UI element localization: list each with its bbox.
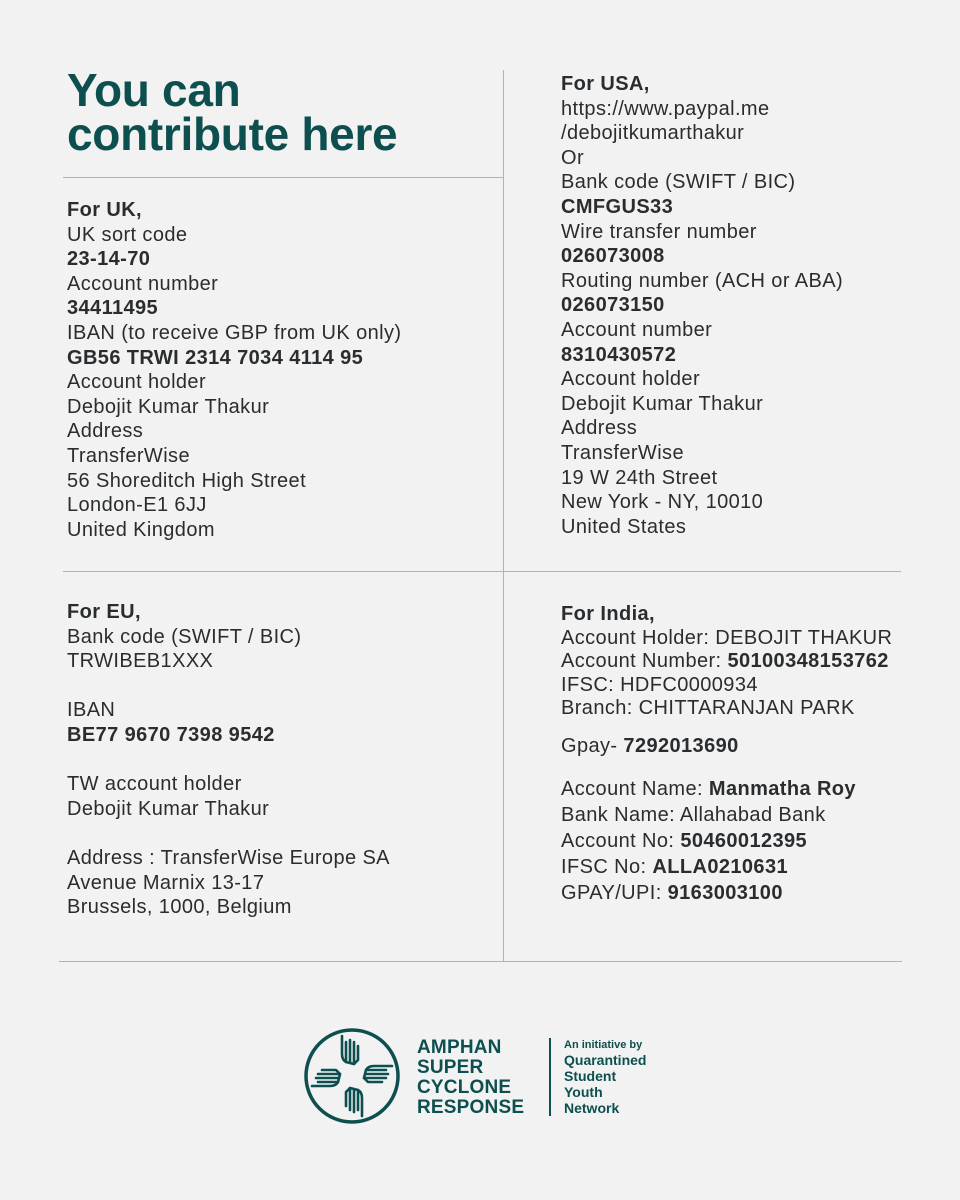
logo-initiative (564, 1038, 646, 1116)
uk-iban: GB56 TRWI 2314 7034 4114 95 (67, 346, 364, 369)
india-ifsc-no-row (561, 854, 892, 880)
uk-holder: Debojit Kumar Thakur (67, 395, 270, 418)
uk-iban-label: IBAN (to receive GBP from UK only) (67, 321, 402, 344)
india-account-no: 50460012395 (680, 830, 808, 852)
eu-bank-code: TRWIBEB1XXX (67, 650, 214, 673)
usa-routing: 026073150 (561, 294, 665, 317)
usa-account-number-label: Account number (561, 318, 713, 341)
logo-name-line: RESPONSE (417, 1097, 525, 1118)
logo-org-line: Youth (564, 1084, 603, 1100)
usa-wire-label: Wire transfer number (561, 220, 757, 243)
usa-address-line: 19 W 24th Street (561, 466, 718, 489)
logo-divider (549, 1038, 551, 1116)
uk-account-number: 34411495 (67, 297, 159, 320)
india-heading: For India, (561, 603, 655, 625)
usa-heading: For USA, (561, 73, 650, 95)
india-upi-label: GPAY/UPI: (561, 882, 668, 904)
eu-holder-label: TW account holder (67, 773, 242, 796)
usa-routing-label: Routing number (ACH or ABA) (561, 269, 844, 292)
usa-address-line: United States (561, 515, 687, 538)
uk-address-line: London-E1 6JJ (67, 494, 207, 517)
logo-org-line: Network (564, 1100, 620, 1116)
eu-iban-label: IBAN (67, 699, 116, 722)
uk-account-number-label: Account number (67, 272, 219, 295)
uk-address-line: 56 Shoreditch High Street (67, 469, 307, 492)
india-ifsc: IFSC: HDFC0000934 (561, 673, 758, 696)
india-account-number-row (561, 650, 892, 674)
india-account-no-label: Account No: (561, 830, 681, 852)
spacer (67, 821, 390, 846)
logo-initiative-label: An initiative by (564, 1039, 643, 1051)
india-section (561, 603, 892, 906)
usa-section (561, 72, 843, 539)
uk-holder-label: Account holder (67, 371, 207, 394)
title-underline (63, 177, 503, 178)
title-line-2: contribute here (67, 108, 398, 160)
india-account-no-row (561, 828, 892, 854)
india-upi: 9163003100 (667, 882, 783, 904)
india-account-name: Manmatha Roy (708, 778, 856, 800)
eu-bank-code-label: Bank code (SWIFT / BIC) (67, 625, 302, 648)
uk-sort-code-label: UK sort code (67, 223, 188, 246)
logo-name-line: SUPER (417, 1057, 484, 1078)
eu-iban: BE77 9670 7398 9542 (67, 723, 275, 746)
logo-name-line: AMPHAN (417, 1037, 502, 1058)
india-account-number-label: Account Number: (561, 650, 728, 672)
uk-address-line: TransferWise (67, 444, 190, 467)
bottom-divider (59, 961, 902, 962)
spacer (561, 721, 892, 735)
india-gpay-row (561, 735, 892, 759)
spacer (67, 674, 390, 699)
india-branch: Branch: CHITTARANJAN PARK (561, 697, 855, 719)
spacer (561, 758, 892, 776)
india-upi-row (561, 880, 892, 906)
page-title (67, 64, 398, 160)
uk-sort-code: 23-14-70 (67, 248, 151, 271)
usa-holder-label: Account holder (561, 368, 701, 391)
eu-holder: Debojit Kumar Thakur (67, 797, 270, 820)
india-holder: Account Holder: DEBOJIT THAKUR (561, 626, 893, 649)
india-account-name-label: Account Name: (561, 778, 709, 800)
four-hands-circle-icon (302, 1026, 402, 1126)
usa-paypal-line-2: /debojitkumarthakur (561, 122, 745, 145)
usa-address-label: Address (561, 417, 638, 440)
title-line-1: You can (67, 64, 241, 116)
usa-bank-code: CMFGUS33 (561, 195, 674, 218)
uk-heading: For UK, (67, 199, 143, 221)
usa-bank-code-label: Bank code (SWIFT / BIC) (561, 171, 796, 194)
india-bank-name: Bank Name: Allahabad Bank (561, 804, 826, 826)
amphan-logo (302, 1026, 702, 1126)
usa-account-number: 8310430572 (561, 343, 677, 366)
india-ifsc-no-label: IFSC No: (561, 856, 653, 878)
uk-address-line: United Kingdom (67, 518, 215, 541)
logo-name (417, 1038, 524, 1118)
logo-org-line: Quarantined (564, 1052, 647, 1068)
uk-address-label: Address (67, 420, 144, 443)
usa-paypal-line-1: https://www.paypal.me (561, 97, 770, 120)
uk-section (67, 198, 401, 542)
india-ifsc-no: ALLA0210631 (652, 856, 788, 878)
vertical-divider (503, 70, 504, 962)
usa-wire: 026073008 (561, 245, 665, 268)
logo-org-line: Student (564, 1068, 617, 1084)
eu-address-line: Avenue Marnix 13-17 (67, 871, 265, 894)
eu-address-line: Address : TransferWise Europe SA (67, 846, 390, 869)
usa-or: Or (561, 146, 585, 169)
usa-paypal-link[interactable] (561, 97, 843, 146)
usa-holder: Debojit Kumar Thakur (561, 392, 764, 415)
eu-address-line: Brussels, 1000, Belgium (67, 896, 292, 919)
usa-address-line: TransferWise (561, 441, 684, 464)
india-gpay: 7292013690 (623, 734, 739, 757)
usa-address-line: New York - NY, 10010 (561, 491, 764, 514)
india-gpay-label: Gpay- (561, 734, 624, 757)
india-account-name-row (561, 776, 892, 802)
middle-divider (63, 571, 901, 572)
logo-name-line: CYCLONE (417, 1077, 512, 1098)
spacer (67, 748, 390, 773)
eu-section (67, 600, 390, 920)
india-account-number: 50100348153762 (727, 650, 889, 672)
eu-heading: For EU, (67, 601, 141, 623)
